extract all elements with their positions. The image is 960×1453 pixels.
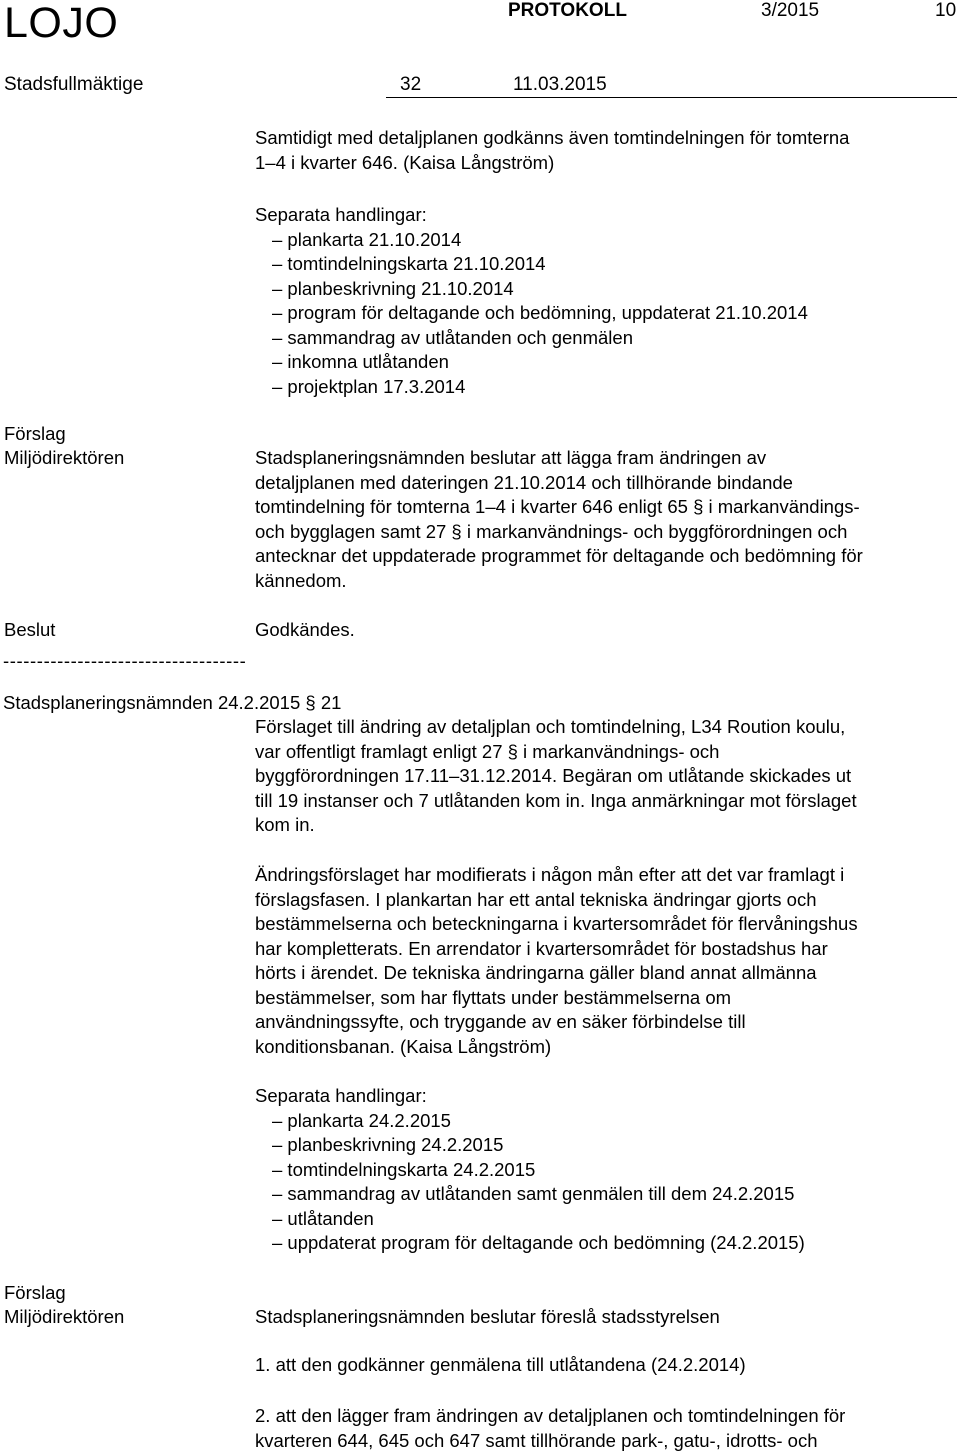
list-item: – utlåtanden bbox=[272, 1207, 374, 1229]
proposal-line: detaljplanen med dateringen 21.10.2014 och tillhörande bindande bbox=[255, 471, 793, 493]
list-item: – planbeskrivning 24.2.2015 bbox=[272, 1134, 504, 1155]
proposal-point-1: 1. att den godkänner genmälena till utlåtandena (24.2.2014) bbox=[255, 1354, 746, 1375]
list-item: – projektplan 17.3.2014 bbox=[272, 375, 466, 397]
issue-number: 3/2015 bbox=[761, 0, 820, 21]
proposal-label: Förslag bbox=[4, 423, 66, 444]
list-item: – inkomna utlåtanden bbox=[272, 351, 449, 372]
paragraph-line: Ändringsförslaget har modifierats i någon mån efter att det var framlagt i bbox=[255, 864, 845, 885]
list-item: – sammandrag av utlåtanden samt genmälen till dem 24.2.2015 bbox=[272, 1183, 795, 1204]
intro-line: Samtidigt med detaljplanen godkänns även tomtindelningen för tomterna bbox=[255, 127, 850, 148]
paragraph-line: Förslaget till ändring av detaljplan och tomtindelning, L34 Roution koulu, bbox=[255, 716, 846, 737]
list-item: – plankarta 21.10.2014 bbox=[272, 228, 462, 250]
paragraph-line: var offentligt framlagt enligt 27 § i markanvändnings- och bbox=[255, 740, 720, 762]
page-number: 10 bbox=[935, 0, 957, 21]
paragraph-line: kom in. bbox=[255, 814, 315, 835]
proposal-intro: Stadsplaneringsnämnden beslutar föreslå stadsstyrelsen bbox=[255, 1306, 720, 1327]
proposer: Miljödirektören bbox=[4, 1306, 125, 1327]
proposal-line: antecknar det uppdaterade programmet för deltagande och bedömning för bbox=[255, 545, 863, 566]
section-number: 32 bbox=[400, 74, 422, 95]
decision-text: Godkändes. bbox=[255, 619, 355, 640]
proposal-point-2 bbox=[255, 1404, 957, 1453]
meeting-date: 11.03.2015 bbox=[513, 74, 607, 95]
board-paragraph-1 bbox=[255, 715, 957, 838]
list-item: – uppdaterat program för deltagande och bedömning (24.2.2015) bbox=[272, 1232, 805, 1253]
list-item: – tomtindelningskarta 24.2.2015 bbox=[272, 1158, 536, 1180]
attachments-title: Separata handlingar: bbox=[255, 1085, 427, 1106]
proposal-line: Stadsplaneringsnämnden beslutar att lägga fram ändringen av bbox=[255, 447, 767, 468]
board-paragraph-2 bbox=[255, 863, 957, 1059]
proposal-line: kvarteren 644, 645 och 647 samt tillhörande park-, gatu-, idrotts- och bbox=[255, 1429, 818, 1451]
attachments-list-2 bbox=[255, 1084, 957, 1256]
paragraph-line: byggförordningen 17.11–31.12.2014. Begäran om utlåtande skickades ut bbox=[255, 765, 852, 786]
proposal-line: tomtindelning för tomterna 1–4 i kvarter 646 enligt 65 § i markanvändings- bbox=[255, 496, 860, 517]
paragraph-line: bestämmelserna och beteckningarna i kvartersområdet för flervåningshus bbox=[255, 913, 858, 934]
proposal-line: och bygglagen samt 27 § i markanvändnings- och byggförordningen och bbox=[255, 520, 848, 542]
list-item: – plankarta 24.2.2015 bbox=[272, 1109, 451, 1131]
paragraph-line: användningssyfte, och tryggande av en säker förbindelse till bbox=[255, 1011, 746, 1032]
proposal-text bbox=[255, 446, 957, 593]
proposal-line: 2. att den lägger fram ändringen av detaljplanen och tomtindelningen för bbox=[255, 1405, 846, 1426]
proposer: Miljödirektören bbox=[4, 447, 125, 468]
board-heading: Stadsplaneringsnämnden 24.2.2015 § 21 bbox=[3, 692, 342, 713]
intro-paragraph bbox=[255, 126, 957, 175]
section-separator: ------------------------------------ bbox=[3, 650, 247, 671]
paragraph-line: bestämmelser, som har flyttats under bestämmelserna om bbox=[255, 986, 732, 1008]
attachments-list-1 bbox=[255, 203, 957, 399]
list-item: – program för deltagande och bedömning, uppdaterat 21.10.2014 bbox=[272, 302, 808, 323]
header-rule bbox=[386, 97, 957, 98]
document-type: PROTOKOLL bbox=[508, 0, 627, 21]
paragraph-line: konditionsbanan. (Kaisa Långström) bbox=[255, 1035, 552, 1057]
meeting-body: Stadsfullmäktige bbox=[4, 74, 144, 95]
proposal-line: kännedom. bbox=[255, 569, 347, 591]
decision-label: Beslut bbox=[4, 619, 56, 640]
proposal-label: Förslag bbox=[4, 1282, 66, 1303]
list-item: – tomtindelningskarta 21.10.2014 bbox=[272, 253, 546, 274]
intro-line: 1–4 i kvarter 646. (Kaisa Långström) bbox=[255, 151, 555, 173]
list-item: – sammandrag av utlåtanden och genmälen bbox=[272, 326, 633, 348]
paragraph-line: har kompletterats. En arrendator i kvartersområdet för bostadshus har bbox=[255, 937, 828, 959]
attachments-title: Separata handlingar: bbox=[255, 204, 427, 225]
list-item: – planbeskrivning 21.10.2014 bbox=[272, 277, 514, 299]
paragraph-line: förslagsfasen. I plankartan har ett antal tekniska ändringar gjorts och bbox=[255, 888, 817, 910]
paragraph-line: till 19 instanser och 7 utlåtanden kom in. Inga anmärkningar mot förslaget bbox=[255, 789, 857, 811]
logo: LOJO bbox=[4, 0, 119, 47]
paragraph-line: hörts i ärendet. De tekniska ändringarna gäller bland annat allmänna bbox=[255, 962, 817, 983]
